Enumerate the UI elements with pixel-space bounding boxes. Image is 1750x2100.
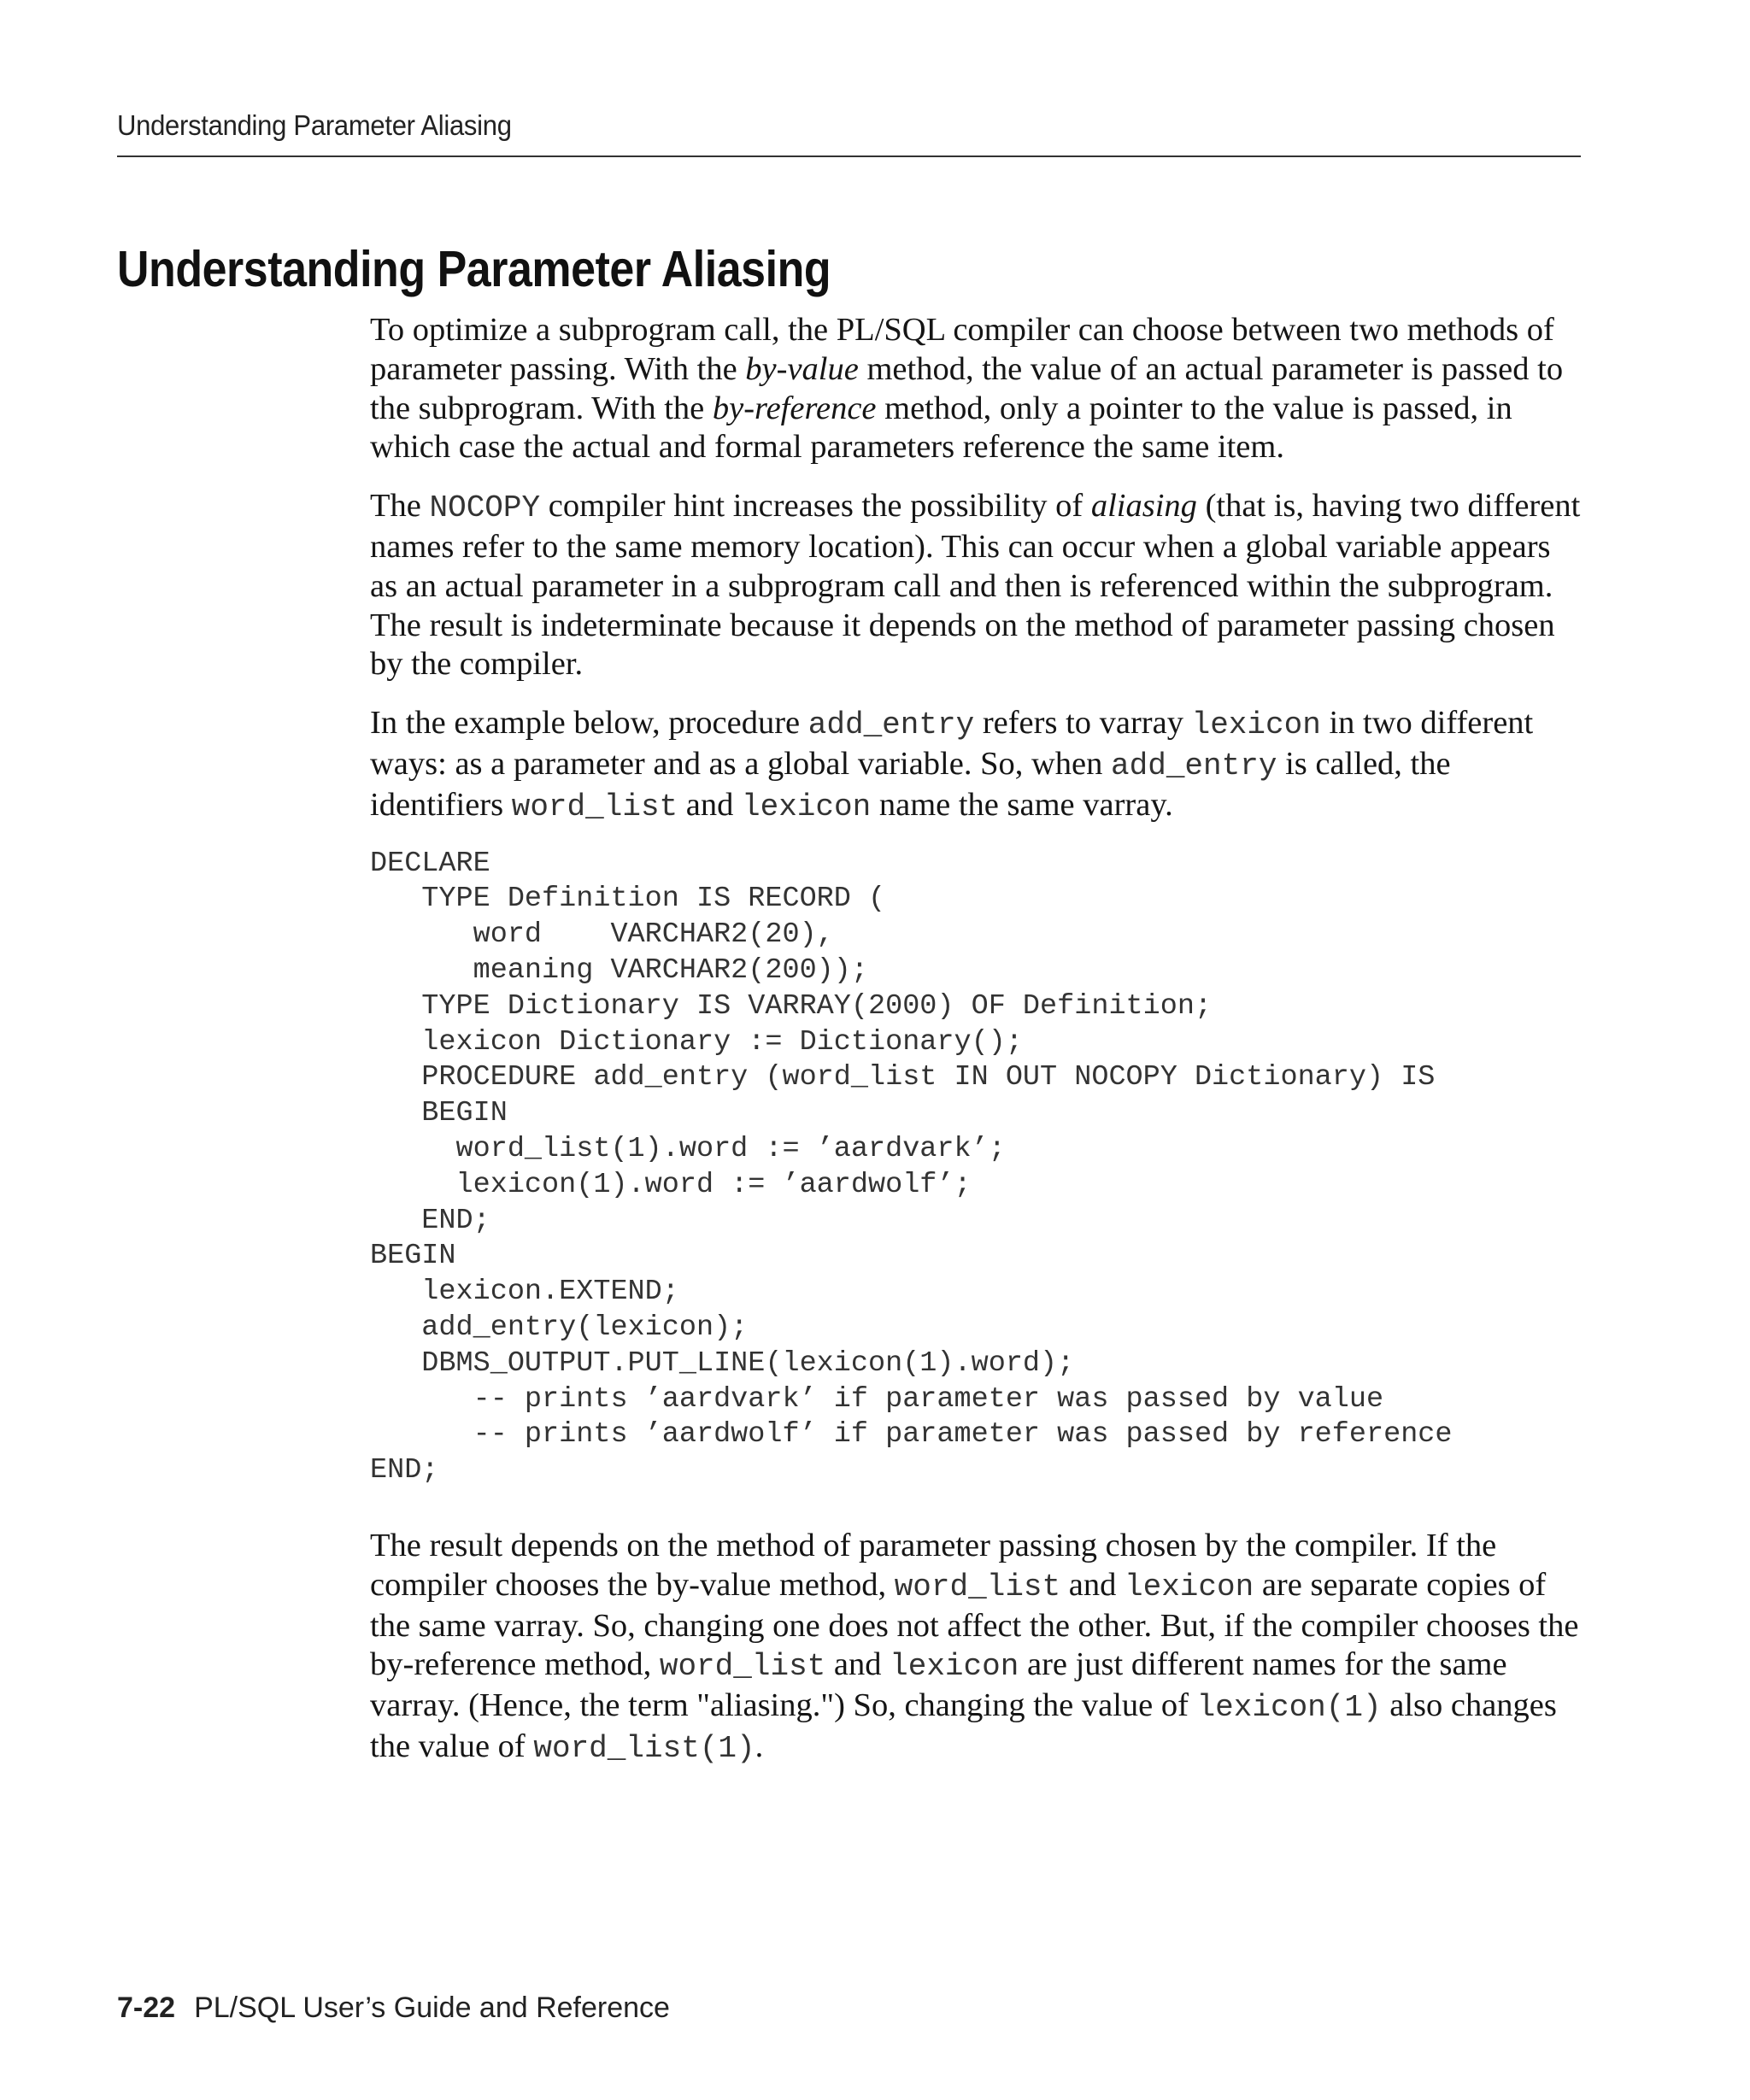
term-by-value: by-value — [745, 350, 859, 387]
text-run: refers to varray — [974, 705, 1192, 742]
text-run: and — [678, 786, 742, 823]
code-line: TYPE Definition IS RECORD ( — [370, 883, 886, 916]
code-term-add-entry: add_entry — [1111, 748, 1277, 783]
result-paragraph — [370, 1527, 1583, 1769]
code-line: PROCEDURE add_entry (word_list IN OUT NOCOPY Dictionary) IS — [370, 1061, 1436, 1094]
text-run: are just different names for the same varray. (Hence, the term "aliasing.") So, changing the value of — [370, 1646, 1507, 1724]
code-term-word-list-1: word_list(1) — [533, 1730, 755, 1766]
code-line: lexicon Dictionary := Dictionary(); — [370, 1025, 1023, 1059]
text-run: To optimize a subprogram call, the PL/SQL compiler can choose between two methods of parameter passing. With the — [370, 312, 1554, 387]
example-intro-paragraph — [370, 704, 1583, 826]
code-line: BEGIN — [370, 1097, 508, 1130]
text-run: also changes the value of — [370, 1687, 1557, 1764]
section-title: Understanding Parameter Aliasing — [117, 241, 831, 297]
text-run: are separate copies of the same varray. So, changing one does not affect the other. But, if the compiler chooses the by-reference method, — [370, 1566, 1579, 1683]
code-term-word-list: word_list — [894, 1569, 1061, 1604]
code-line: word VARCHAR2(20), — [370, 918, 834, 952]
nocopy-paragraph — [370, 487, 1583, 684]
code-term-lexicon: lexicon — [1124, 1569, 1254, 1604]
code-example — [370, 847, 1583, 1489]
code-term-lexicon-1: lexicon(1) — [1196, 1690, 1382, 1726]
running-header: Understanding Parameter Aliasing — [117, 109, 512, 141]
code-line: meaning VARCHAR2(200)); — [370, 953, 868, 987]
code-line: END; — [370, 1204, 490, 1237]
text-run: The — [370, 488, 430, 525]
section-body — [370, 311, 1583, 1788]
code-term-lexicon: lexicon — [742, 789, 872, 824]
code-line: lexicon.EXTEND; — [370, 1276, 679, 1309]
text-run: (that is, having two different names refer to the same memory location). This can occur when a global variable appears as an actual parameter in a subprogram call and then is referenced within the subprogram. The result is indeterminate because it depends on the method of parameter passing chosen by the compiler. — [370, 488, 1581, 683]
page-number: 7-22 — [117, 1991, 176, 2024]
code-term-lexicon: lexicon — [1191, 707, 1321, 743]
intro-paragraph — [370, 311, 1583, 467]
text-run: In the example below, procedure — [370, 705, 808, 742]
code-term-nocopy: NOCOPY — [429, 490, 541, 526]
term-aliasing: aliasing — [1090, 488, 1197, 525]
text-run: method, the value of an actual parameter is passed to the subprogram. With the — [370, 350, 1564, 426]
text-run: . — [755, 1728, 764, 1764]
code-line: word_list(1).word := ’aardvark’; — [370, 1132, 1006, 1165]
code-line: lexicon(1).word := ’aardwolf’; — [370, 1168, 972, 1201]
text-run: and — [1060, 1566, 1125, 1603]
code-line: DBMS_OUTPUT.PUT_LINE(lexicon(1).word); — [370, 1346, 1075, 1380]
code-line: -- prints ’aardwolf’ if parameter was passed by reference — [370, 1418, 1453, 1452]
book-title: PL/SQL User’s Guide and Reference — [194, 1991, 670, 2024]
header-divider — [117, 155, 1581, 157]
code-line: DECLARE — [370, 847, 490, 880]
code-line: TYPE Dictionary IS VARRAY(2000) OF Definition; — [370, 989, 1213, 1023]
text-run: in two different ways: as a parameter and as a global variable. So, when — [370, 705, 1534, 782]
text-run: method, only a pointer to the value is passed, in which case the actual and formal parameters reference the same item. — [370, 390, 1512, 466]
text-run: name the same varray. — [871, 786, 1173, 823]
code-term-add-entry: add_entry — [807, 707, 975, 743]
code-line: -- prints ’aardvark’ if parameter was passed by value — [370, 1382, 1384, 1416]
term-by-reference: by-reference — [712, 390, 877, 426]
code-term-lexicon: lexicon — [890, 1649, 1019, 1685]
page-footer — [117, 1991, 670, 2025]
code-line: END; — [370, 1454, 439, 1487]
text-run: is called, the identifiers — [370, 745, 1451, 823]
code-term-word-list: word_list — [659, 1649, 826, 1685]
text-run: compiler hint increases the possibility of — [540, 488, 1091, 525]
code-line: add_entry(lexicon); — [370, 1311, 749, 1344]
code-term-word-list: word_list — [511, 789, 678, 824]
code-line: BEGIN — [370, 1240, 456, 1273]
text-run: and — [825, 1646, 890, 1683]
text-run: The result depends on the method of parameter passing chosen by the compiler. If the compiler chooses the by-value method, — [370, 1527, 1497, 1603]
